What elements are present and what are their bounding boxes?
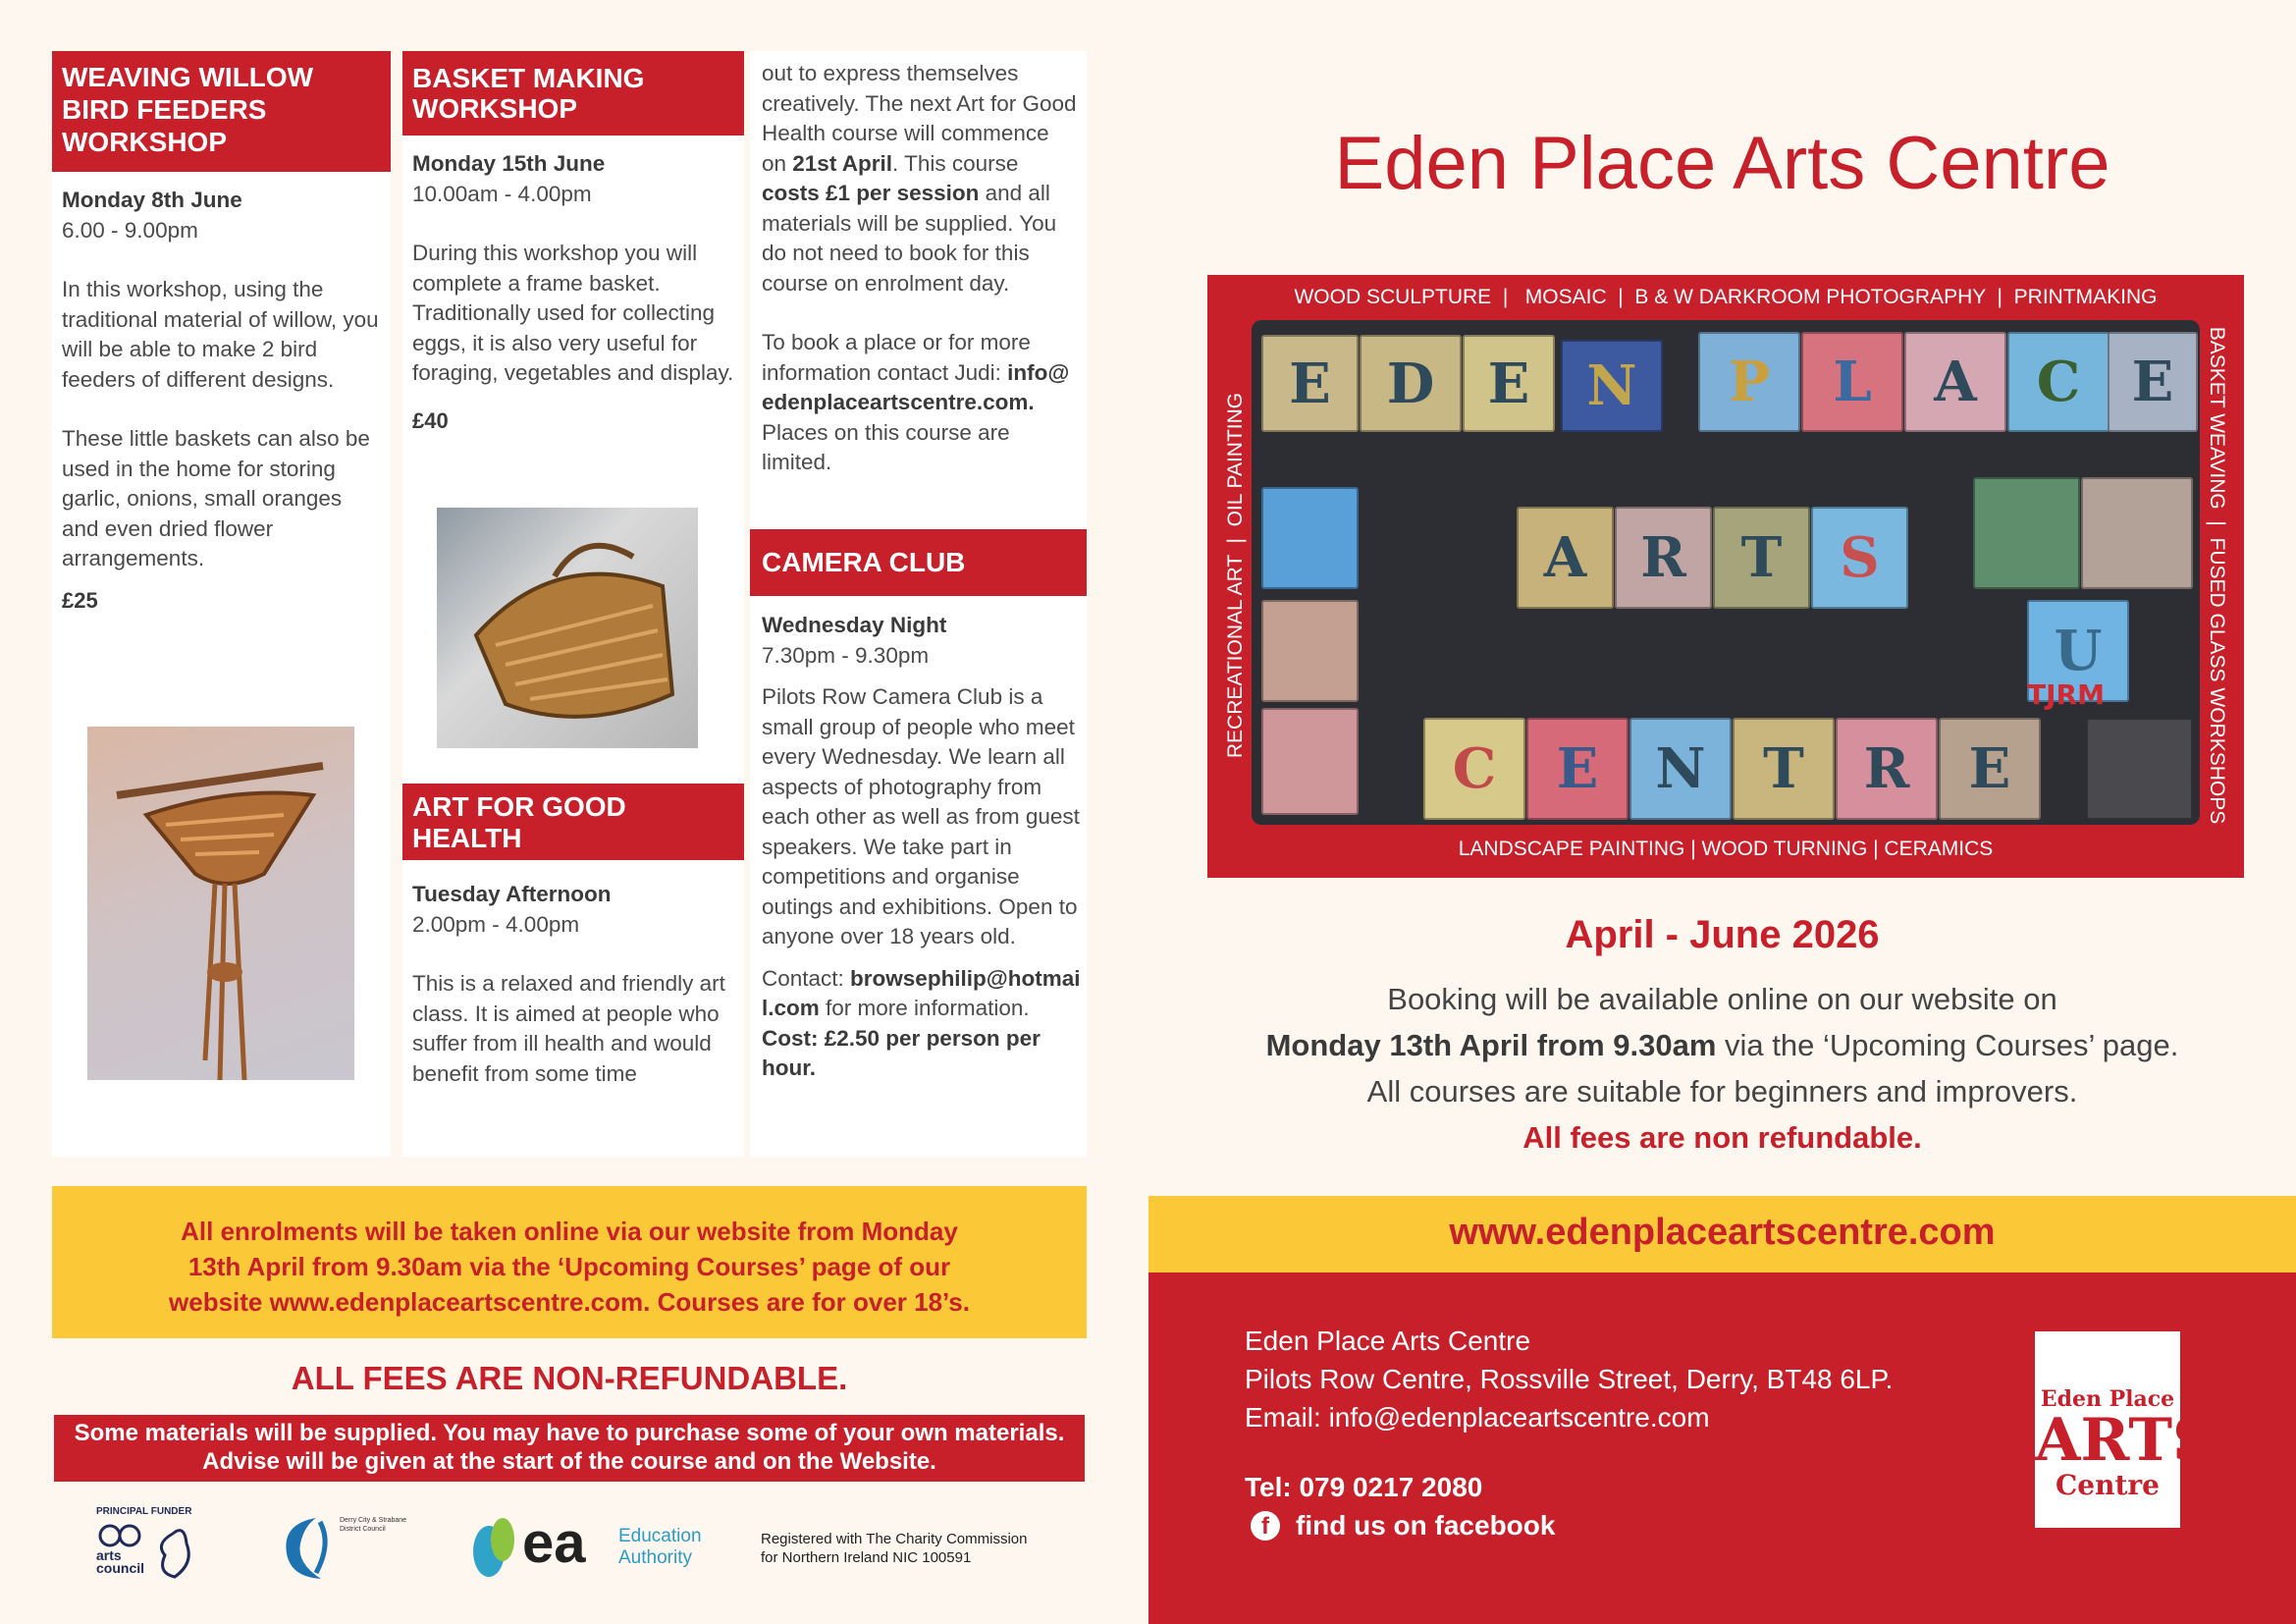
column-basket-making: [402, 51, 744, 1157]
camera-club-title: CAMERA CLUB: [750, 529, 1087, 596]
mosaic-tile-n: [1561, 340, 1663, 432]
basket-making-body: [402, 135, 744, 436]
banner-right-courses: BASKET WEAVING | FUSED GLASS WORKSHOPS: [2206, 326, 2228, 825]
banner-left-courses: RECREATIONAL ART | OIL PAINTING: [1224, 392, 1247, 759]
mosaic-tile-r: [1615, 507, 1712, 609]
mosaic-tile-e1: [1261, 335, 1359, 432]
mosaic-tile-e5: [1939, 718, 2041, 820]
ea-text-1: Education: [618, 1526, 702, 1546]
art-for-good-health-desc: This is a relaxed and friendly art class. It is aimed at people who suffer from ill health and would benefit from some time: [412, 971, 725, 1086]
education-authority-logo: [471, 1512, 717, 1583]
mosaic-tile-pig: [2086, 718, 2193, 820]
logo-line-2: ARTS: [2035, 1406, 2216, 1475]
mosaic-tile-p: [1698, 332, 1800, 432]
arts-council-text: arts council: [96, 1547, 145, 1576]
art-for-good-health-date: Tuesday Afternoon: [412, 882, 612, 906]
camera-club-contact-label: Contact:: [762, 965, 851, 991]
art-health-booking-para: [762, 328, 1077, 478]
main-title: Eden Place Arts Centre: [1334, 122, 2110, 205]
address-line-2: Pilots Row Centre, Rossville Street, Derry, BT48 6LP.: [1245, 1364, 1894, 1394]
mosaic-tile-fish: [1261, 487, 1359, 589]
booking-info: [1148, 976, 2296, 1161]
art-for-good-health-time: 2.00pm - 4.00pm: [412, 911, 580, 937]
weaving-willow-date: Monday 8th June: [62, 188, 242, 212]
mosaic-tile-t2: [1733, 718, 1835, 820]
facebook-link[interactable]: [1245, 1506, 1893, 1544]
booking-line-3: All courses are suitable for beginners and improvers.: [1366, 1074, 2078, 1109]
facebook-label: find us on facebook: [1296, 1510, 1556, 1541]
basket-making-title: BASKET MAKING WORKSHOP: [402, 51, 744, 135]
address-line-1: Eden Place Arts Centre: [1245, 1326, 1531, 1356]
art-health-continued-para: [762, 59, 1077, 298]
materials-notice-box: [54, 1415, 1085, 1482]
mosaic-tile-face: [1261, 708, 1359, 815]
mosaic-letter: L: [1833, 350, 1872, 414]
term-dates: April - June 2026: [1565, 913, 1880, 956]
booking-line-1: Booking will be available online on our website on: [1387, 982, 2057, 1016]
booking-email-link[interactable]: info@edenplaceartscentre.com.: [762, 359, 1070, 414]
mosaic-tile-figure: [2081, 477, 2193, 589]
mosaic-letter: U: [2054, 619, 2103, 683]
mosaic-letter: S: [1840, 525, 1880, 590]
principal-funder-label: PRINCIPAL FUNDER: [96, 1506, 192, 1517]
council-logo: [277, 1514, 424, 1583]
booking-contact-text: To book a place or for more information contact Judi:: [762, 330, 1031, 385]
basket-making-price: £40: [412, 407, 449, 433]
ea-wordmark: ea: [522, 1511, 586, 1575]
art-health-start-date: 21st April: [792, 150, 892, 176]
contact-panel: [1148, 1272, 2296, 1624]
funder-logos: [94, 1502, 1087, 1600]
camera-club-desc: Pilots Row Camera Club is a small group of people who meet every Wednesday. We learn all aspects of photography from each other as well as from guest speakers. We take part in competitions and organise outings and exhibitions. Open to anyone over 18 years old.: [762, 684, 1080, 948]
mosaic-letter: D: [1386, 351, 1435, 416]
banner-bottom-courses: LANDSCAPE PAINTING | WOOD TURNING | CERAMICS: [1458, 838, 1994, 860]
booking-line-4: All fees are non refundable.: [1522, 1120, 1922, 1155]
column-camera-club: [750, 51, 1087, 1157]
mosaic-tile-clover: [1973, 477, 2080, 589]
logo-line-3: Centre: [2056, 1469, 2160, 1501]
ea-text-2: Authority: [618, 1547, 692, 1568]
contact-details: [1245, 1322, 1893, 1544]
weaving-willow-desc-2: These little baskets can also be used in the home for storing garlic, onions, small oranges and even dried flower arrangements.: [62, 426, 370, 570]
mosaic-signature: TJRM: [2027, 678, 2105, 711]
contact-email[interactable]: Email: info@edenplaceartscentre.com: [1245, 1402, 1710, 1433]
charity-line-2: for Northern Ireland NIC 100591: [761, 1549, 972, 1566]
enrolment-notice-text: All enrolments will be taken online via our website from Monday 13th April from 9.30am via the ‘Upcoming Courses’ page of our website www.edenplaceartscentre.com. Courses are for over 18’s.: [169, 1217, 970, 1317]
art-health-continued: [750, 51, 1087, 478]
camera-club-cost: Cost: £2.50 per person per hour.: [762, 1025, 1041, 1080]
mosaic-letter: E: [1289, 351, 1331, 416]
charity-line-1: Registered with The Charity Commission: [761, 1531, 1028, 1547]
mosaic-tile-a2: [1517, 507, 1614, 609]
basket-making-time: 10.00am - 4.00pm: [412, 181, 592, 206]
basket-making-desc: During this workshop you will complete a frame basket. Traditionally used for collecting eggs, it is also very useful for foraging, vegetables and display.: [412, 241, 734, 385]
mosaic-tile-e3: [2108, 332, 2198, 432]
mosaic-letter: C: [1452, 736, 1497, 801]
booking-limited-text: Places on this course are limited.: [762, 419, 1010, 474]
mosaic-tile-n2: [1629, 718, 1732, 820]
mosaic-tile-e2: [1463, 335, 1555, 432]
mosaic-photo: [1252, 320, 2200, 825]
website-link[interactable]: www.edenplaceartscentre.com: [1449, 1212, 1996, 1253]
art-health-text-e: and all materials will be supplied. You do not need to book for this course on enrolment day.: [762, 181, 1057, 296]
courses-banner: [1207, 275, 2244, 878]
website-bar: [1148, 1196, 2296, 1272]
camera-club-time: 7.30pm - 9.30pm: [762, 642, 930, 668]
mosaic-letter: R: [1863, 736, 1910, 801]
weaving-willow-title: WEAVING WILLOW BIRD FEEDERS WORKSHOP: [52, 51, 391, 172]
contact-tel[interactable]: Tel: 079 0217 2080: [1245, 1472, 1483, 1502]
camera-club-contact: [762, 964, 1081, 1084]
mosaic-letter: T: [1763, 736, 1804, 801]
mosaic-letter: A: [1934, 350, 1977, 414]
charity-registration: [761, 1530, 1085, 1567]
art-for-good-health-body: [412, 880, 736, 1118]
basket-making-date: Monday 15th June: [412, 151, 606, 176]
materials-notice-text: Some materials will be supplied. You may have to purchase some of your own materials. Advise will be given at the start of the course and on the Website.: [74, 1420, 1065, 1475]
mosaic-letter: E: [1968, 736, 2011, 801]
mosaic-letter: E: [1556, 736, 1599, 801]
art-health-cost: costs £1 per session: [762, 181, 980, 205]
mosaic-letter: P: [1728, 350, 1771, 414]
camera-club-body: [762, 611, 1081, 1113]
fees-heading: ALL FEES ARE NON-REFUNDABLE.: [291, 1360, 848, 1396]
mosaic-letter: T: [1740, 525, 1783, 590]
mosaic-tile-t: [1713, 507, 1810, 609]
weaving-willow-body: [52, 172, 391, 616]
art-for-good-health-title: ART FOR GOOD HEALTH: [402, 784, 744, 860]
mosaic-tile-l: [1801, 332, 1903, 432]
mosaic-letter: A: [1543, 525, 1587, 590]
mosaic-letter: E: [1487, 351, 1530, 416]
mosaic-letter: N: [1586, 353, 1637, 418]
camera-club-contact-text: for more information.: [819, 996, 1030, 1020]
mosaic-letter: N: [1655, 736, 1706, 801]
logo-line-1: Eden Place: [2040, 1386, 2175, 1412]
mosaic-tile-d: [1360, 335, 1462, 432]
enrolment-notice-box: [52, 1186, 1087, 1338]
arts-council-logo: [96, 1524, 204, 1585]
weaving-willow-desc-1: In this workshop, using the traditional material of willow, you will be able to make 2 bird feeders of different designs.: [62, 277, 379, 392]
mosaic-letter: C: [2036, 350, 2081, 414]
weaving-willow-price: £25: [62, 587, 98, 613]
mosaic-tile-c2: [1423, 718, 1525, 820]
facebook-icon: f: [1251, 1511, 1280, 1541]
column-weaving-willow: [52, 51, 391, 1157]
booking-page-text: via the ‘Upcoming Courses’ page.: [1716, 1028, 2179, 1062]
basket-photo: [437, 508, 698, 748]
council-text: Derry City & Strabane District Council: [340, 1517, 407, 1533]
mosaic-tile-s: [1811, 507, 1908, 609]
mosaic-tile-leaf: [1261, 600, 1359, 702]
camera-club-email-link[interactable]: browsephilip@hotmail.com: [762, 965, 1081, 1020]
art-health-text-a: out to express themselves creatively. The next Art for Good Health course will commence on: [762, 61, 1077, 176]
weaving-willow-time: 6.00 - 9.00pm: [62, 217, 198, 243]
booking-date: Monday 13th April from 9.30am: [1265, 1028, 1717, 1062]
mosaic-letter: E: [2131, 350, 2174, 414]
banner-top-courses: WOOD SCULPTURE | MOSAIC | B & W DARKROOM PHOTOGRAPHY | PRINTMAKING: [1294, 286, 2158, 308]
mosaic-tile-a: [1904, 332, 2006, 432]
bird-feeder-photo: [87, 727, 354, 1080]
mosaic-tile-e4: [1526, 718, 1629, 820]
camera-club-date: Wednesday Night: [762, 613, 947, 637]
mosaic-tile-r2: [1836, 718, 1938, 820]
mosaic-letter: R: [1640, 525, 1686, 590]
art-health-text-c: . This course: [891, 150, 1019, 176]
eden-place-logo: [2035, 1331, 2216, 1528]
booking-line-2: [1148, 1022, 2296, 1068]
mosaic-tile-c: [2007, 332, 2109, 432]
